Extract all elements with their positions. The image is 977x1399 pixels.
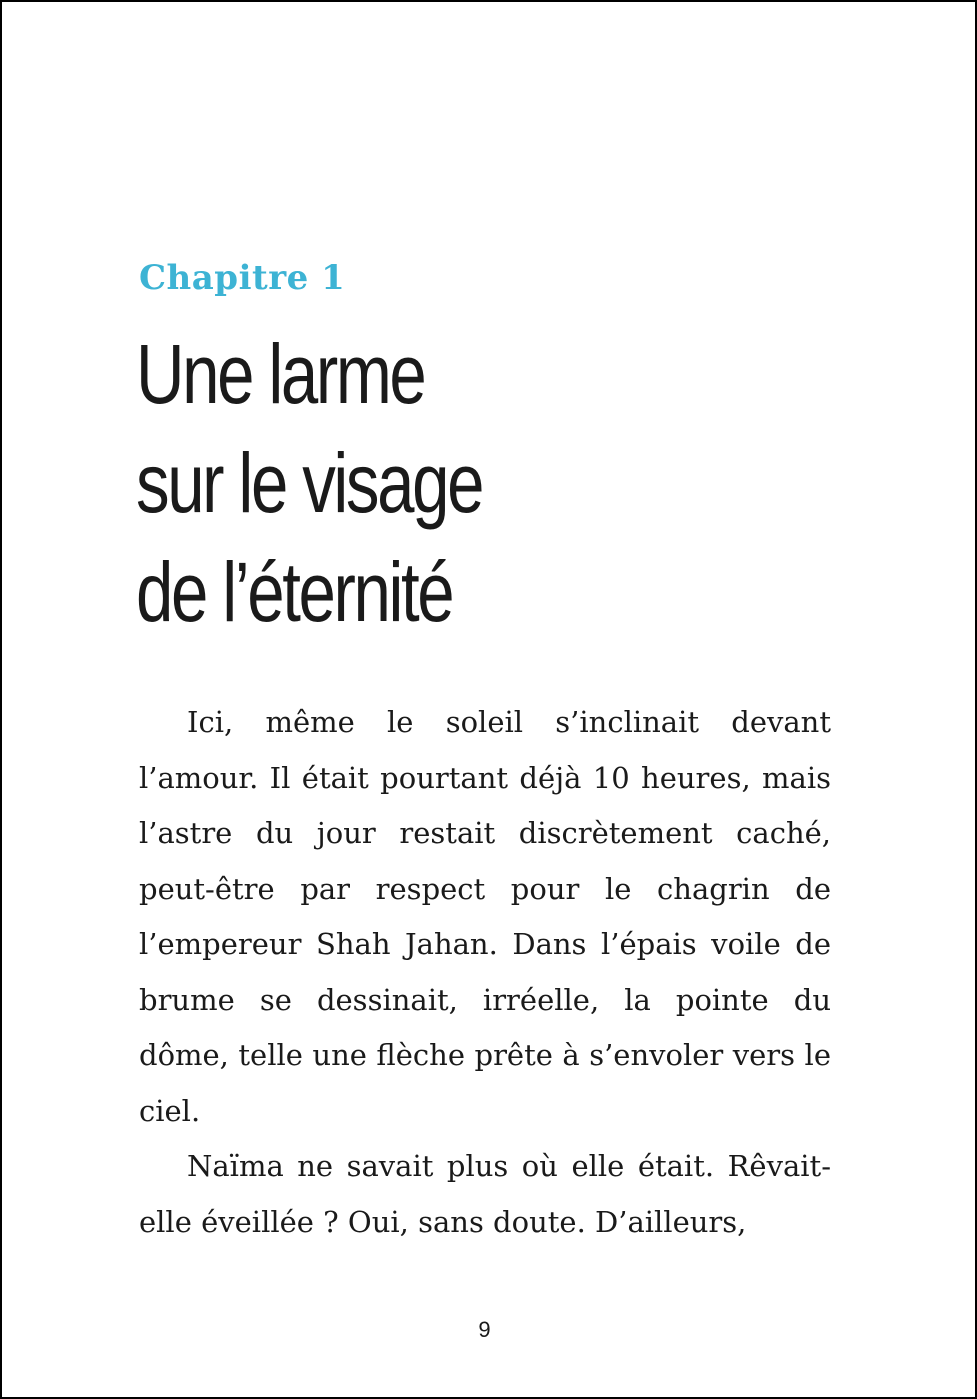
page-number: 9 [478,1317,491,1342]
paragraph: Ici, même le soleil s’inclinait devant l’amour. Il était pourtant déjà 10 heures, mais l’astre du jour restait discrètement caché, peut-être par respect pour le chagrin de l’empereur Shah Jahan. Dans l’épais voile de brume se dessinait, irréelle, la pointe du dôme, telle une flèche prête à s’envoler vers le ciel. [139,705,831,1128]
paragraph: Naïma ne savait plus où elle était. Rêvait-elle éveillée ? Oui, sans doute. D’ailleurs, [139,1149,831,1239]
body-text [139,695,831,1250]
chapter-title-line-3: de l’éternité [136,545,453,639]
chapter-label: Chapitre 1 [139,258,346,298]
chapter-title [136,320,482,647]
chapter-title-line-1: Une larme [136,327,425,421]
chapter-title-line-2: sur le visage [136,436,483,530]
